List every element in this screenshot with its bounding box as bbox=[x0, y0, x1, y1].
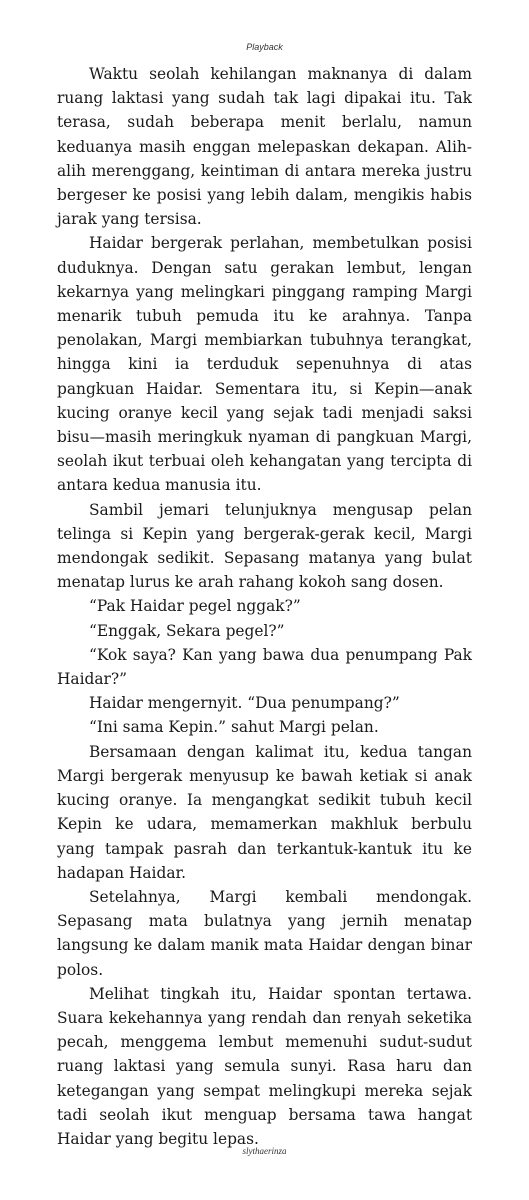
paragraph: Waktu seolah kehilangan maknanya di dalam ruang laktasi yang sudah tak lagi dipakai itu. Tak terasa, sudah beberapa menit berlalu, namun keduanya masih enggan melepaskan dekapan. Alih-alih merenggang, keintiman di antara mereka justru bergeser ke posisi yang lebih dalam, mengikis habis jarak yang tersisa. bbox=[57, 65, 472, 229]
paragraph: Bersamaan dengan kalimat itu, kedua tangan Margi bergerak menyusup ke bawah ketiak si anak kucing oranye. Ia mengangkat sedikit tubuh kecil Kepin ke udara, memamerkan makhluk berbulu yang tampak pasrah dan terkantuk-kantuk itu ke hadapan Haidar. bbox=[57, 742, 472, 882]
dialogue-line: “Kok saya? Kan yang bawa dua penumpang Pak Haidar?” bbox=[57, 645, 472, 689]
page-header-title: Playback bbox=[246, 42, 283, 52]
page-footer-author: slythaerinza bbox=[242, 1146, 287, 1156]
paragraph: Melihat tingkah itu, Haidar spontan tertawa. Suara kekehannya yang rendah dan renyah seketika pecah, menggema lembut memenuhi sudut-sudut ruang laktasi yang semula sunyi. Rasa haru dan ketegangan yang sempat melingkupi mereka sejak tadi seolah ikut menguap bersama tawa hangat Haidar yang begitu lepas. bbox=[57, 984, 472, 1148]
dialogue-line: Haidar mengernyit. “Dua penumpang?” bbox=[89, 694, 400, 713]
dialogue-line: “Enggak, Sekara pegel?” bbox=[89, 621, 285, 640]
paragraph: Setelahnya, Margi kembali mendongak. Sepasang mata bulatnya yang jernih menatap langsung ke dalam manik mata Haidar dengan binar polos. bbox=[57, 887, 472, 979]
paragraph: Sambil jemari telunjuknya mengusap pelan telinga si Kepin yang bergerak-gerak kecil, Margi mendongak sedikit. Sepasang matanya yang bulat menatap lurus ke arah rahang kokoh sang dosen. bbox=[57, 500, 472, 592]
dialogue-line: “Pak Haidar pegel nggak?” bbox=[89, 597, 301, 616]
dialogue-line: “Ini sama Kepin.” sahut Margi pelan. bbox=[89, 718, 379, 737]
paragraph: Haidar bergerak perlahan, membetulkan posisi duduknya. Dengan satu gerakan lembut, lengan kekarnya yang melingkari pinggang ramping Margi menarik tubuh pemuda itu ke arahnya. Tanpa penolakan, Margi membiarkan tubuhnya terangkat, hingga kini ia terduduk sepenuhnya di atas pangkuan Haidar. Sementara itu, si Kepin—anak kucing oranye kecil yang sejak tadi menjadi saksi bisu—masih meringkuk nyaman di pangkuan Margi, seolah ikut terbuai oleh kehangatan yang tercipta di antara kedua manusia itu. bbox=[57, 234, 472, 495]
story-body bbox=[57, 62, 472, 1151]
